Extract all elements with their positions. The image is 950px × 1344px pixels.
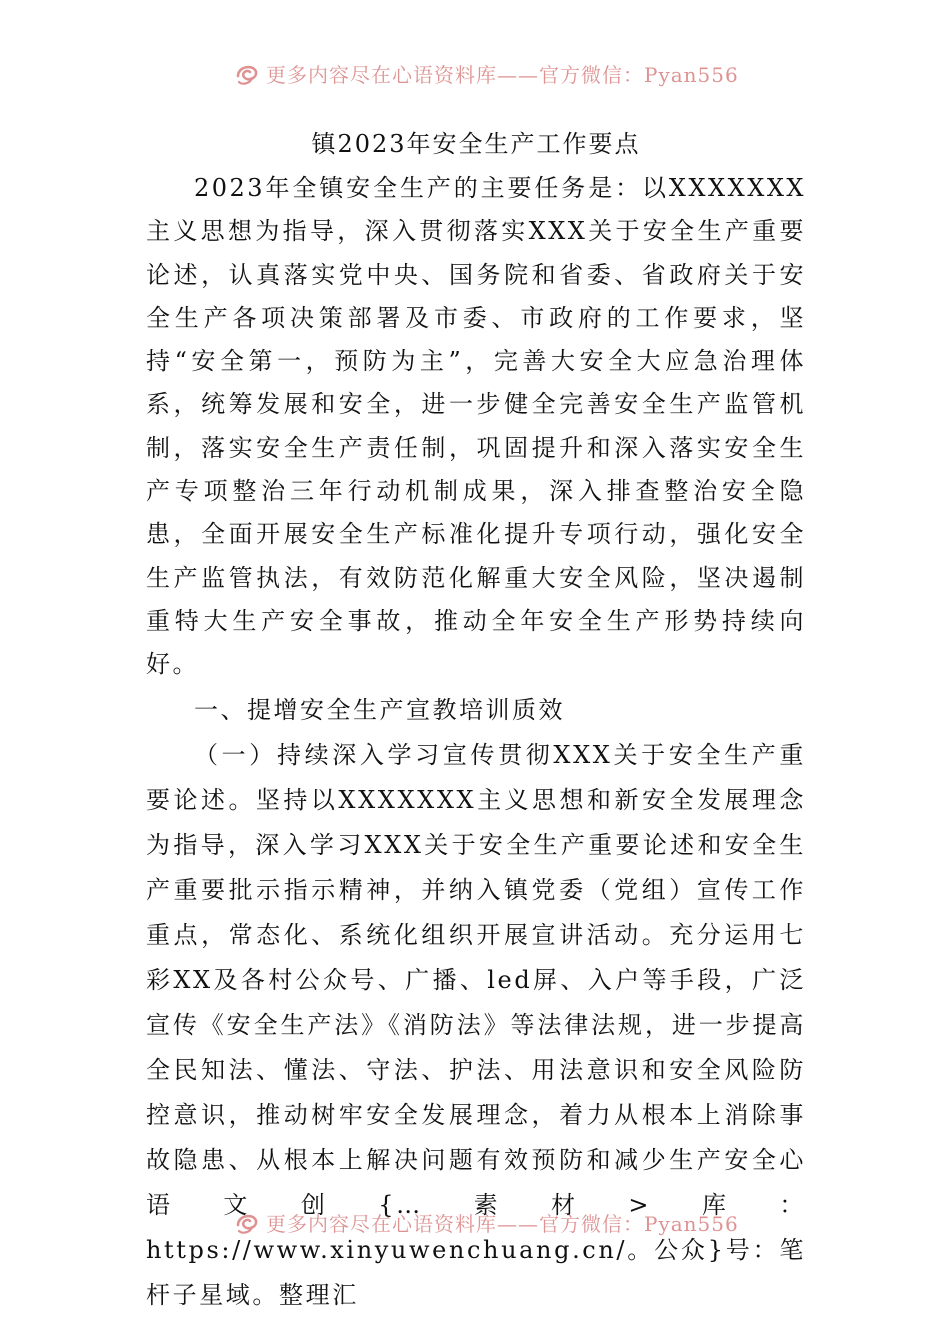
intro-paragraph: 2023年全镇安全生产的主要任务是：以XXXXXXX主义思想为指导，深入贯彻落实XXX关于安全生产重要论述，认真落实党中央、国务院和省委、省政府关于安全生产各项决策部署及市委、市政府的工作要求，坚持“安全第一，预防为主”，完善大安全大应急治理体系，统筹发展和安全，进一步健全完善安全生产监管机制，落实安全生产责任制，巩固提升和深入落实安全生产专项整治三年行动机制成果，深入排查整治安全隐患，全面开展安全生产标准化提升专项行动，强化安全生产监管执法，有效防范化解重大安全风险，坚决遏制重特大生产安全事故，推动全年安全生产形势持续向好。 xyxy=(146,174,806,679)
watermark-text: 更多内容尽在心语资料库——官方微信：Pyan556 xyxy=(266,62,739,87)
swirl-logo-icon xyxy=(232,1207,262,1237)
watermark-top xyxy=(232,56,752,90)
document-body xyxy=(146,123,806,1318)
section-heading: 一、提增安全生产宣教培训质效 xyxy=(194,695,565,724)
document-title: 镇2023年安全生产工作要点 xyxy=(311,130,641,158)
watermark-bottom xyxy=(232,1205,752,1239)
swirl-logo-icon xyxy=(232,58,262,88)
watermark-text: 更多内容尽在心语资料库——官方微信：Pyan556 xyxy=(266,1211,739,1236)
section-paragraph: （一）持续深入学习宣传贯彻XXX关于安全生产重要论述。坚持以XXXXXXX主义思想和新安全发展理念为指导，深入学习XXX关于安全生产重要论述和安全生产重要批示指示精神，并纳入镇党委（党组）宣传工作重点，常态化、系统化组织开展宣讲活动。充分运用七彩XX及各村公众号、广播、led屏、入户等手段，广泛宣传《安全生产法》《消防法》等法律法规，进一步提高全民知法、懂法、守法、护法、用法意识和安全风险防控意识，推动树牢安全发展理念，着力从根本上消除事故隐患、从根本上解决问题有效预防和减少生产安全心语文创{…素材>库：https://www.xinyuwenchuang.cn/。公众}号：笔杆子星域。整理汇 xyxy=(146,740,806,1309)
